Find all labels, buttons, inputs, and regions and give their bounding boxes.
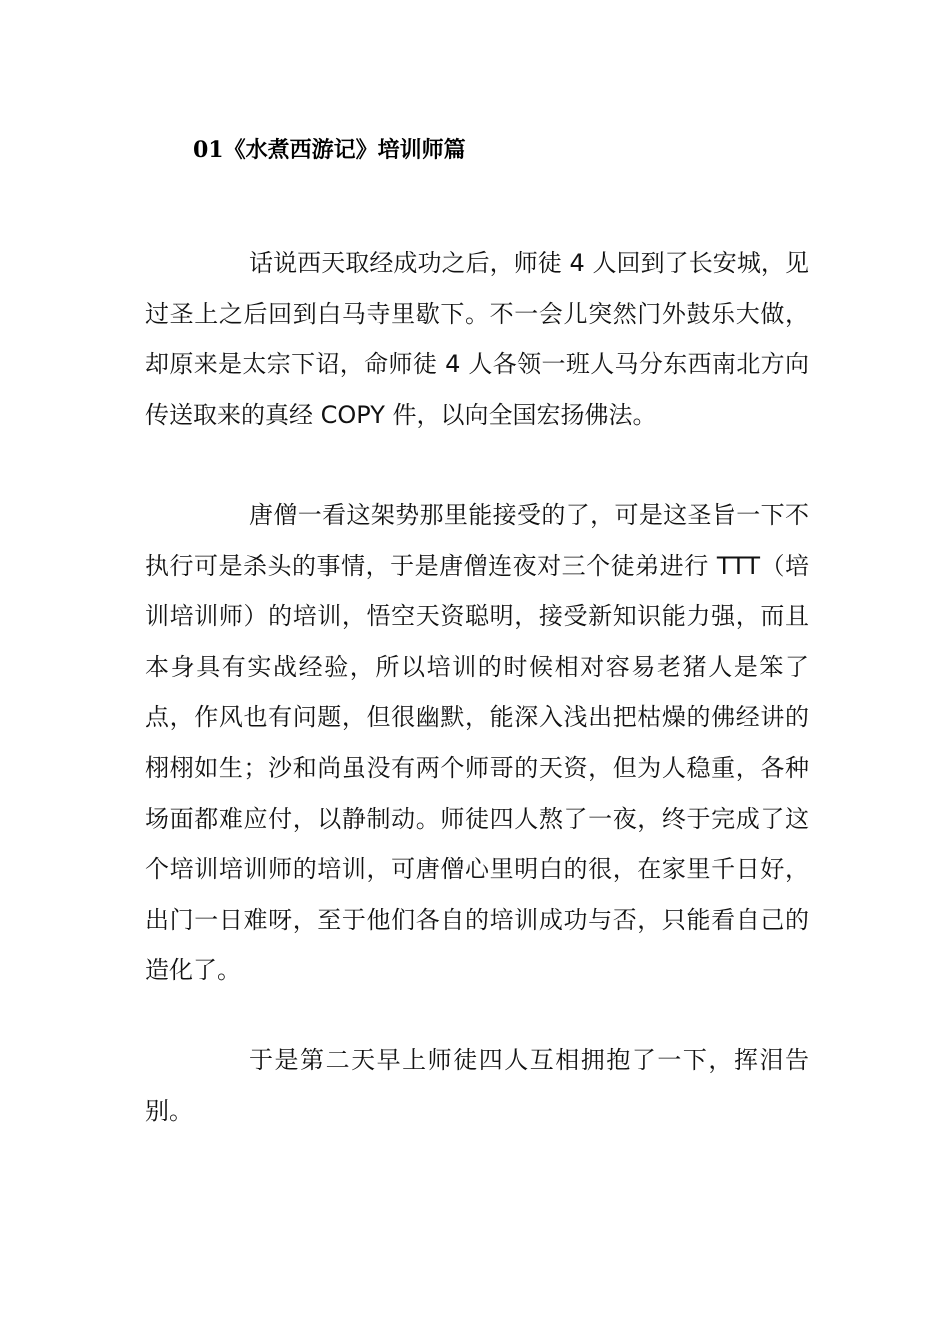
document-title: 01《水煮西游记》培训师篇: [193, 137, 466, 163]
paragraph-1: 话说西天取经成功之后，师徒 4 人回到了长安城，见过圣上之后回到白马寺里歇下。不一会儿突然门外鼓乐大做，却原来是太宗下诏，命师徒 4 人各领一班人马分东西南北方向传送取来的真经 COPY 件，以向全国宏扬佛法。: [145, 249, 809, 429]
paragraph-3: 于是第二天早上师徒四人互相拥抱了一下，挥泪告别。: [145, 1046, 809, 1125]
paragraph-2: 唐僧一看这架势那里能接受的了，可是这圣旨一下不执行可是杀头的事情，于是唐僧连夜对三个徒弟进行 TTT（培训培训师）的培训，悟空天资聪明，接受新知识能力强，而且本身具有实战经验，所以培训的时候相对容易老猪人是笨了点，作风也有问题，但很幽默，能深入浅出把枯燥的佛经讲的栩栩如生；沙和尚虽没有两个师哥的天资，但为人稳重，各种场面都难应付，以静制动。师徒四人熬了一夜，终于完成了这个培训培训师的培训，可唐僧心里明白的很，在家里千日好，出门一日难呀，至于他们各自的培训成功与否，只能看自己的造化了。: [145, 501, 809, 985]
